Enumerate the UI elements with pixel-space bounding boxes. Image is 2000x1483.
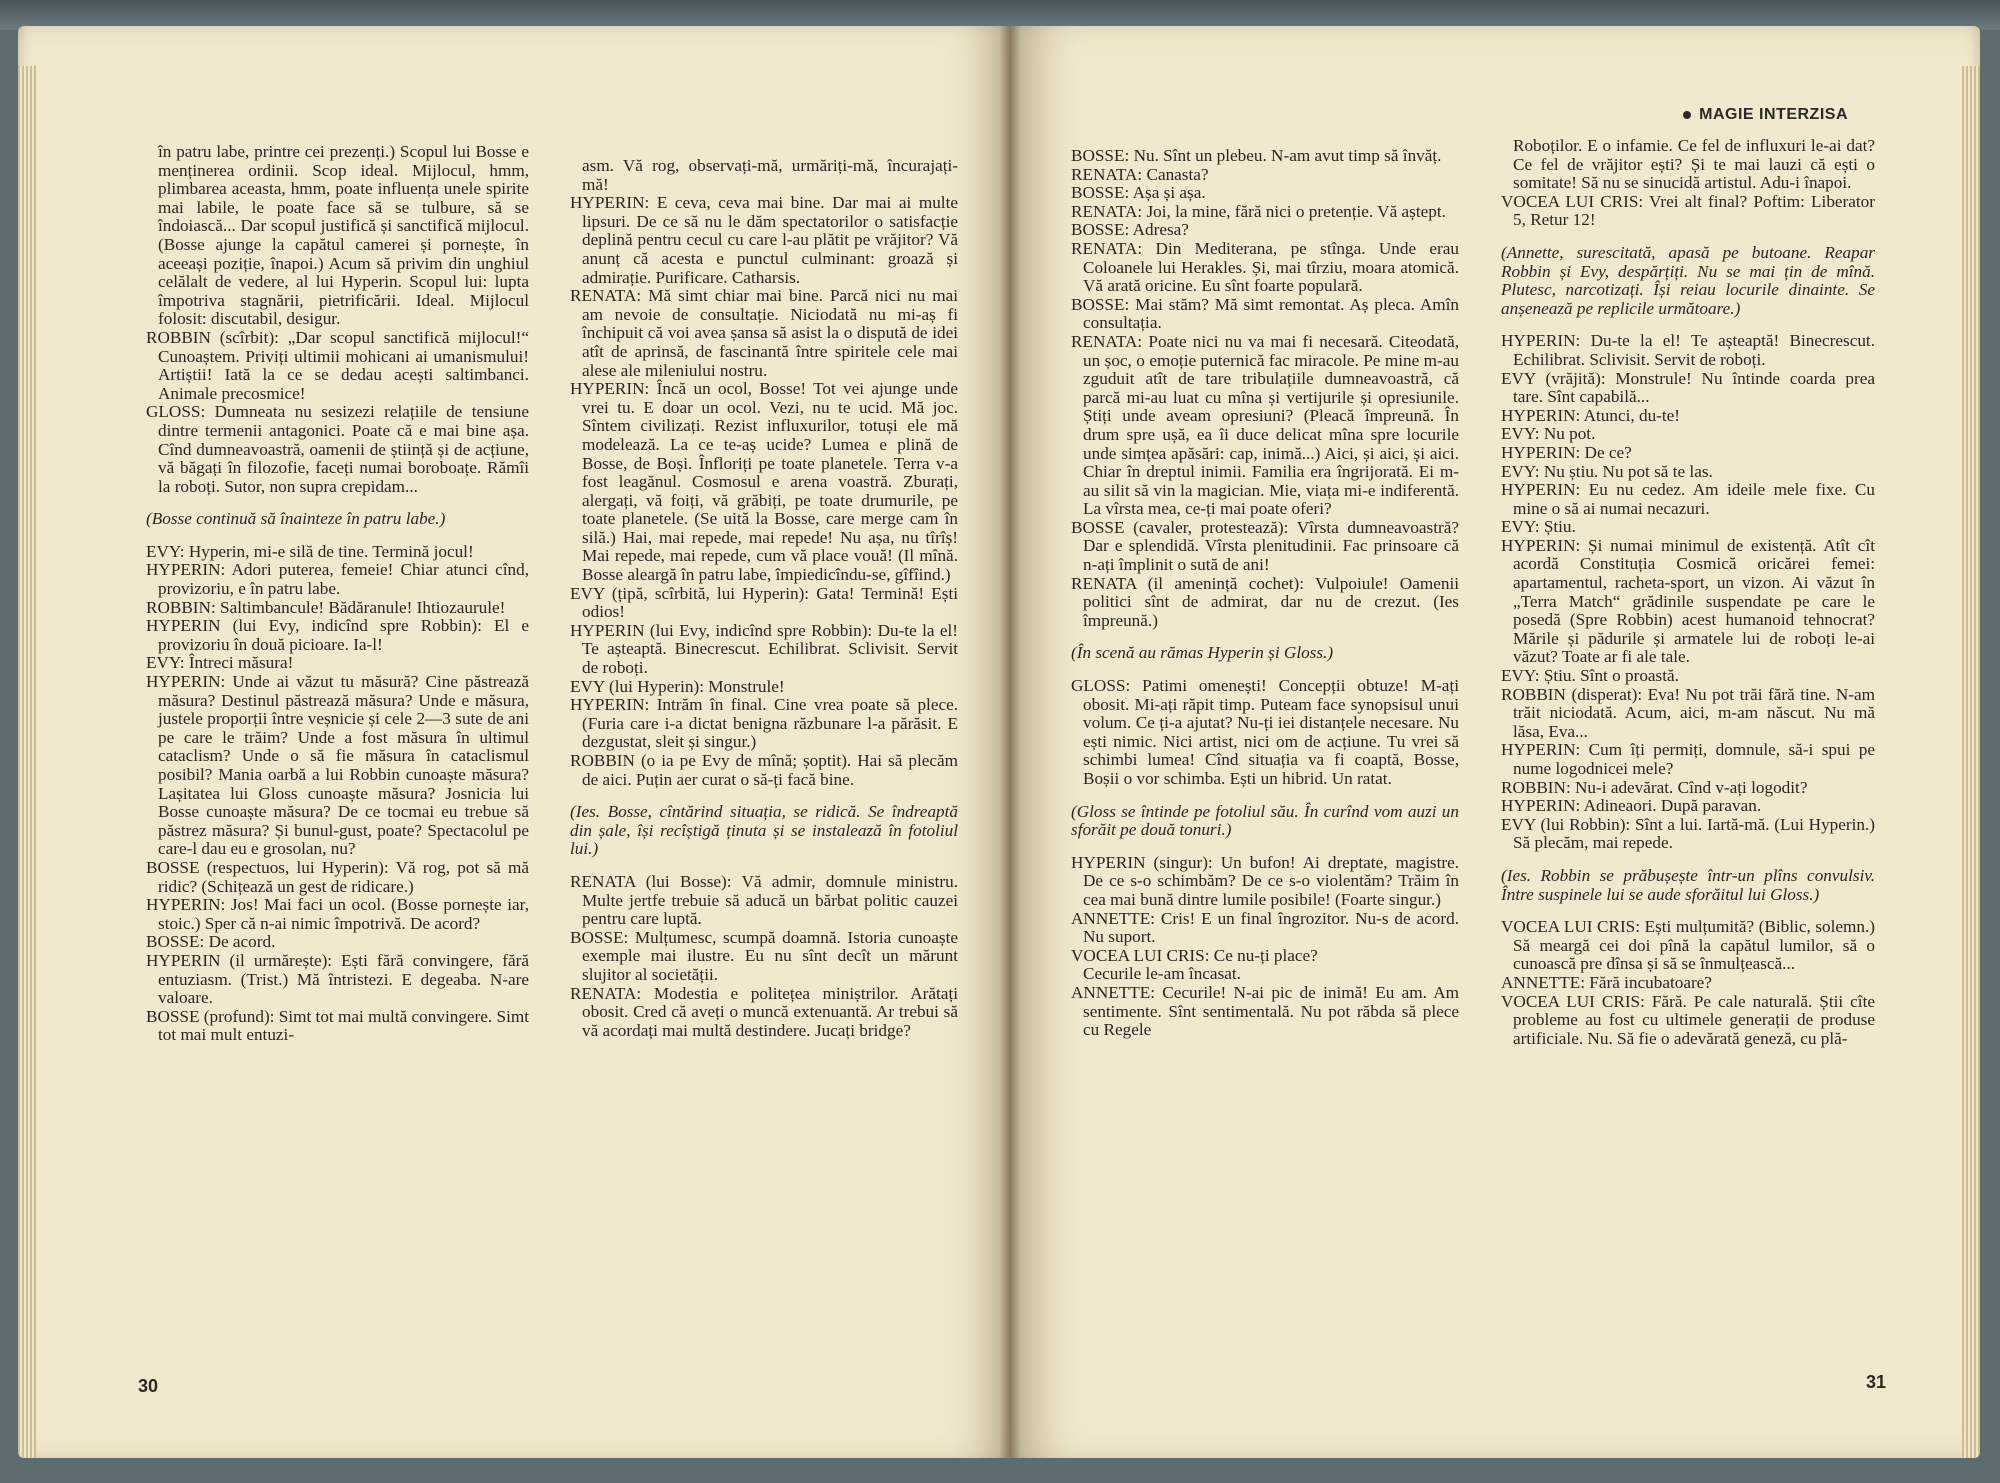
dialogue-paragraph: EVY (vrăjită): Monstrule! Nu întinde coarda prea tare. Sînt capabilă...: [1501, 368, 1875, 407]
dialogue-paragraph: BOSSE (cavaler, protestează): Vîrsta dumneavoastră? Dar e splendidă. Vîrsta plenitudinii. Fac prinsoare că n-ați împlinit o sută de ani!: [1071, 517, 1459, 575]
dialogue-paragraph: asm. Vă rog, observați-mă, urmăriți-mă, încurajați-mă!: [582, 156, 958, 194]
stage-direction: (În scenă au rămas Hyperin și Gloss.): [1071, 643, 1334, 663]
dialogue-paragraph: VOCEA LUI CRIS: Ce nu-ți place?: [1071, 945, 1318, 965]
bullet-icon: [1683, 111, 1691, 119]
dialogue-paragraph: HYPERIN (singur): Un bufon! Ai dreptate, magistre. De ce s-o schimbăm? De ce s-o violentăm? Trăim în cea mai bună dintre lumile posibile! (Foarte singur.): [1071, 852, 1459, 909]
page-edges: [18, 66, 36, 1458]
dialogue-paragraph: ROBBIN: Nu-i adevărat. Cînd v-ați logodit?: [1501, 777, 1808, 797]
dialogue-paragraph: ANNETTE: Fără incubatoare?: [1501, 972, 1712, 992]
dialogue-paragraph: RENATA: Din Mediterana, pe stînga. Unde erau Coloanele lui Herakles. Și, mai tîrziu, moara atomică. Vă arată oricine. Eu sînt foarte populară.: [1071, 238, 1459, 296]
page-edges: [1962, 66, 1980, 1458]
dialogue-paragraph: BOSSE: De acord.: [146, 932, 276, 952]
dialogue-paragraph: EVY (lui Hyperin): Monstrule!: [570, 676, 785, 696]
stage-direction: (Ies. Robbin se prăbușește într-un plîns convulsiv. Între suspinele lui se aude sforăitul lui Gloss.): [1501, 865, 1875, 904]
dialogue-paragraph: RENATA (lui Bosse): Vă admir, domnule ministru. Multe jertfe trebuie să aducă un bărbat politic cauzei pentru care luptă.: [570, 871, 958, 929]
dialogue-paragraph: VOCEA LUI CRIS: Vrei alt final? Poftim: Liberator 5, Retur 12!: [1501, 191, 1875, 230]
dialogue-paragraph: HYPERIN: Încă un ocol, Bosse! Tot vei ajunge unde vrei tu. E doar un ocol. Vezi, nu te ucid. Mă joc. Sîntem civilizați. Rezist influxurilor, totuși ele mă modelează. La ce te-aș ucide? Lumea e plină de Bosse, de Boși. Înfloriți pe toate planetele. Terra v-a fost leagănul. Cosmosul e arena voastră. Zburați, alergați, vă foiți, vă grăbiți, pe toate drumurile, pe toate planetele. (Se uită la Bosse, care merge cam în silă.) Hai, mai repede, mai repede! Nu așa, nu tîrîș! Mai repede, mai repede, cum vă place vouă! (Il mînă. Bosse aleargă în patru labe, împiedicîndu-se, gîfîind.): [570, 379, 958, 585]
dialogue-paragraph: ROBBIN (disperat): Eva! Nu pot trăi fără tine. N-am trăit niciodată. Acum, aici, m-am născut. Nu mă lăsa, Eva...: [1501, 684, 1875, 741]
dialogue-paragraph: HYPERIN: Cum îți permiți, domnule, să-i spui pe nume logodnicei mele?: [1501, 740, 1875, 778]
dialogue-paragraph: ANNETTE: Cecurile! N-ai pic de inimă! Eu am. Am sentimente. Sînt sentimentală. Nu pot răbda să plece cu Regele: [1071, 982, 1459, 1040]
dialogue-paragraph: HYPERIN: Atunci, du-te!: [1501, 405, 1681, 425]
dialogue-paragraph: EVY: Știu.: [1501, 517, 1576, 537]
dialogue-paragraph: BOSSE: Adresa?: [1071, 220, 1189, 240]
stage-direction: (Annette, surescitată, apasă pe butoane. Reapar Robbin și Evy, despărțiți. Nu se mai țin de mînă. Plutesc, narcotizați. Își reiau locurile dinainte. Se anșenează pe replicile următoare.): [1501, 242, 1875, 318]
dialogue-paragraph: EVY: Nu pot.: [1501, 424, 1596, 444]
dialogue-paragraph: BOSSE (profund): Simt tot mai multă convingere. Simt tot mai mult entuzi-: [146, 1006, 529, 1045]
dialogue-paragraph: RENATA: Joi, la mine, fără nici o pretenție. Vă aștept.: [1071, 201, 1446, 221]
dialogue-paragraph: EVY (lui Robbin): Sînt a lui. Iartă-mă. (Lui Hyperin.) Să plecăm, mai repede.: [1501, 814, 1875, 853]
right-page: [1009, 26, 1980, 1458]
dialogue-paragraph: ROBBIN (scîrbit): „Dar scopul sanctifică mijlocul!“ Cunoaștem. Priviți ultimii mohicani ai umanismului! Artiștii! Iată la ce se dedau acești saltimbanci. Animale precosmice!: [146, 327, 529, 403]
dialogue-paragraph: VOCEA LUI CRIS: Ești mulțumită? (Biblic, solemn.) Să meargă cei doi pînă la capătul lumilor, să o cunoască pre dînsa și să se înmulțească...: [1501, 917, 1875, 974]
dialogue-paragraph: EVY: Hyperin, mi-e silă de tine. Termină jocul!: [146, 541, 474, 561]
running-head-text: MAGIE INTERZISA: [1699, 106, 1848, 123]
dialogue-paragraph: RENATA: Modestia e politețea miniștrilor. Arătați obosit. Cred că aveți o muncă extenuantă. Ar trebui să vă acordați mai multă destindere. Jucați bridge?: [570, 983, 958, 1040]
dialogue-paragraph: BOSSE: Așa și așa.: [1071, 183, 1206, 203]
dialogue-paragraph: Cecurile le-am încasat.: [1083, 964, 1241, 984]
dialogue-paragraph: HYPERIN (lui Evy, indicînd spre Robbin): El e provizoriu în două picioare. Ia-l!: [146, 616, 529, 654]
dialogue-paragraph: HYPERIN: E ceva, ceva mai bine. Dar mai ai multe lipsuri. De ce să nu le dăm spectatorilor o satisfacție deplină pentru cecul cu care l-au plătit pe vrăjitor? Vă anunț că acesta e punctul culminant: groază și admirație. Purificare. Catharsis.: [570, 193, 958, 287]
dialogue-paragraph: ANNETTE: Cris! E un final îngrozitor. Nu-s de acord. Nu suport.: [1071, 908, 1459, 947]
dialogue-paragraph: EVY (țipă, scîrbită, lui Hyperin): Gata! Termină! Ești odios!: [570, 583, 958, 622]
dialogue-paragraph: RENATA: Mă simt chiar mai bine. Parcă nici nu mai am nevoie de consultație. Niciodată nu mi-aș fi închipuit că voi avea șansa să asist la o dispută de idei atît de aprinsă, de fascinantă între spiritele cele mai alese ale mileniului nostru.: [570, 286, 958, 380]
dialogue-paragraph: HYPERIN: De ce?: [1501, 442, 1632, 462]
dialogue-paragraph: BOSSE (respectuos, lui Hyperin): Vă rog, pot să mă ridic? (Schițează un gest de ridicare.): [146, 857, 529, 896]
dialogue-paragraph: HYPERIN: Du-te la el! Te așteaptă! Binecrescut. Echilibrat. Sclivisit. Servit de roboți.: [1501, 331, 1875, 369]
page-number-left: 30: [138, 1376, 159, 1396]
dialogue-paragraph: GLOSS: Dumneata nu sesizezi relațiile de tensiune dintre termenii antagonici. Poate că e mai bine așa. Cînd dumneavoastră, oamenii de știință și de acțiune, vă băgați în filozofie, faceți numai boroboațe. Rămîi la roboți. Sutor, non supra crepidam...: [146, 402, 529, 496]
dialogue-paragraph: în patru labe, printre cei prezenți.) Scopul lui Bosse e menținerea ordinii. Scop ideal. Mijlocul, hmm, plimbarea aceasta, hmm, poate influența unele spirite mai labile, le poate face să se tulbure, să se îndoiască... Dar scopul justifică și sanctifică mijlocul. (Bosse ajunge la capătul camerei și pornește, în aceeași poziție, înapoi.) Acum să privim din unghiul celălalt de vedere, al lui Hyperin. Scopul lui: lupta împotriva stagnării, pietrificării. Ideal. Mijlocul folosit: discutabil, desigur.: [158, 142, 529, 329]
stage-direction: (Bosse continuă să înainteze în patru labe.): [146, 509, 446, 529]
dialogue-paragraph: HYPERIN: Unde ai văzut tu măsură? Cine păstrează măsura? Destinul păstrează măsura? Unde e măsura, justele proporții între veșnicie și cele 2—3 sute de ani pe care le trăim? Unde a fost măsura în ultimul cataclism? Unde o să fie măsura în cataclismul posibil? Mania oarbă a lui Robbin cunoaște măsura? Lașitatea lui Gloss cunoaște măsura? Josnicia lui Bosse cunoaște măsura? De ce tocmai eu trebue să păstrez măsura? Și bunul-gust, poate? Spectacolul pe care-l dau eu e grosolan, nu?: [146, 672, 529, 859]
stage-direction: (Gloss se întinde pe fotoliul său. În curînd vom auzi un sforăit pe două tonuri.): [1071, 801, 1459, 840]
dialogue-paragraph: HYPERIN: Adori puterea, femeie! Chiar atunci cînd, provizoriu, e în patru labe.: [146, 560, 529, 599]
text-column-4: [1501, 137, 1875, 1048]
dialogue-paragraph: HYPERIN (lui Evy, indicînd spre Robbin): Du-te la el! Te așteaptă. Binecrescut. Echilibrat. Sclivisit. Servit de roboți.: [570, 620, 958, 678]
dialogue-paragraph: RENATA (il amenință cochet): Vulpoiule! Oamenii politici sînt de admirat, dar nu de crezut. (Ies împreună.): [1071, 573, 1459, 630]
dialogue-paragraph: ROBBIN: Saltimbancule! Bădăranule! Ihtiozaurule!: [146, 597, 506, 617]
stage-direction: (Ies. Bosse, cîntărind situația, se ridică. Se îndreaptă din șale, își recîștigă ținuta și se instalează în fotoliul lui.): [570, 802, 958, 859]
page-number-right: 31: [1866, 1372, 1887, 1392]
text-column-1: [146, 143, 529, 1045]
dialogue-paragraph: HYPERIN (il urmărește): Ești fără convingere, fără entuziasm. (Trist.) Mă întristezi. E degeaba. N-are valoare.: [146, 950, 529, 1008]
dialogue-paragraph: RENATA: Poate nici nu va mai fi necesară. Citeodată, un șoc, o emoție puternică fac miracole. Pe mine m-au zguduit atît de tare tribulațiile dumneavoastră, că parcă mi-au luat cu mîna și vertijurile și opresiunile. Știți unde aveam opresiuni? (Pleacă împreună. În drum spre ușă, ea îi duce delicat mîna spre locurile unde simțea apăsări: cap, inimă...) Aici, și aici, și aici. Chiar în dreptul inimii. Familia era îngrijorată. Ei m-au silit să vin la magician. Mie, viața mi-e indiferentă. La vîrsta mea, ce-ți mai poate oferi?: [1071, 331, 1459, 519]
dialogue-paragraph: HYPERIN: Eu nu cedez. Am ideile mele fixe. Cu mine o să ai numai necazuri.: [1501, 480, 1875, 518]
dialogue-paragraph: RENATA: Canasta?: [1071, 164, 1209, 184]
dialogue-paragraph: BOSSE: Mai stăm? Mă simt remontat. Aș pleca. Amîn consultația.: [1071, 294, 1459, 333]
dialogue-paragraph: EVY: Știu. Sînt o proastă.: [1501, 666, 1679, 686]
left-page: [18, 26, 1009, 1458]
dialogue-paragraph: HYPERIN: Jos! Mai faci un ocol. (Bosse pornește iar, stoic.) Sper că n-ai nimic împotrivă. De acord?: [146, 895, 529, 933]
book-gutter: [999, 26, 1021, 1458]
text-column-3: [1071, 147, 1459, 1040]
dialogue-paragraph: Roboților. E o infamie. Ce fel de influxuri le-ai dat? Ce fel de vrăjitor ești? Și te mai lauzi că ești o somitate! Să nu se sinucidă artistul. Adu-i înapoi.: [1513, 136, 1875, 193]
dialogue-paragraph: GLOSS: Patimi omenești! Concepții obtuze! M-ați obosit. Mi-ați răpit timp. Puteam face synopsisul unui volum. Ce ți-a ajutat? Nu-ți iei distanțele necesare. Nu ești nimic. Nici artist, nici om de acțiune. Tu vrei să schimbi lumea! Cînd situația va fi coaptă, Bosse, Boșii o vor schimba. Ești un hibrid. Un ratat.: [1071, 676, 1459, 788]
dialogue-paragraph: EVY: Întreci măsura!: [146, 653, 294, 673]
running-head: [1683, 106, 1848, 124]
dialogue-paragraph: BOSSE: Mulțumesc, scumpă doamnă. Istoria cunoaște exemple mai ilustre. Eu nu sînt decît un mărunt slujitor al societății.: [570, 927, 958, 984]
dialogue-paragraph: VOCEA LUI CRIS: Fără. Pe cale naturală. Știi cîte probleme au fost cu ultimele generații de produse artificiale. Nu. Să fie o adevărată geneză, cu plă-: [1501, 991, 1875, 1048]
dialogue-paragraph: ROBBIN (o ia pe Evy de mînă; șoptit). Hai să plecăm de aici. Puțin aer curat o să-ți facă bine.: [570, 751, 958, 789]
dialogue-paragraph: BOSSE: Nu. Sînt un plebeu. N-am avut timp să învăț.: [1071, 146, 1442, 165]
dialogue-paragraph: EVY: Nu știu. Nu pot să te las.: [1501, 461, 1713, 481]
dialogue-paragraph: HYPERIN: Intrăm în final. Cine vrea poate să plece. (Furia care i-a dictat benigna răzbunare l-a părăsit. E dezgustat, sleit și singur.): [570, 695, 958, 752]
text-column-2: [570, 157, 958, 1040]
dialogue-paragraph: HYPERIN: Adineaori. După paravan.: [1501, 796, 1762, 816]
dialogue-paragraph: HYPERIN: Și numai minimul de existență. Atît cît acordă Constituția Cosmică oricărei femei: apartamentul, racheta-sport, un vizon. Ai văzut în „Terra Match“ grădinile suspendate pe care le posedă (Spre Robbin) acest humanoid tehnocrat? Mările și pădurile și armatele lui de roboți le-ai văzut? Toate ar fi ale tale.: [1501, 535, 1875, 667]
